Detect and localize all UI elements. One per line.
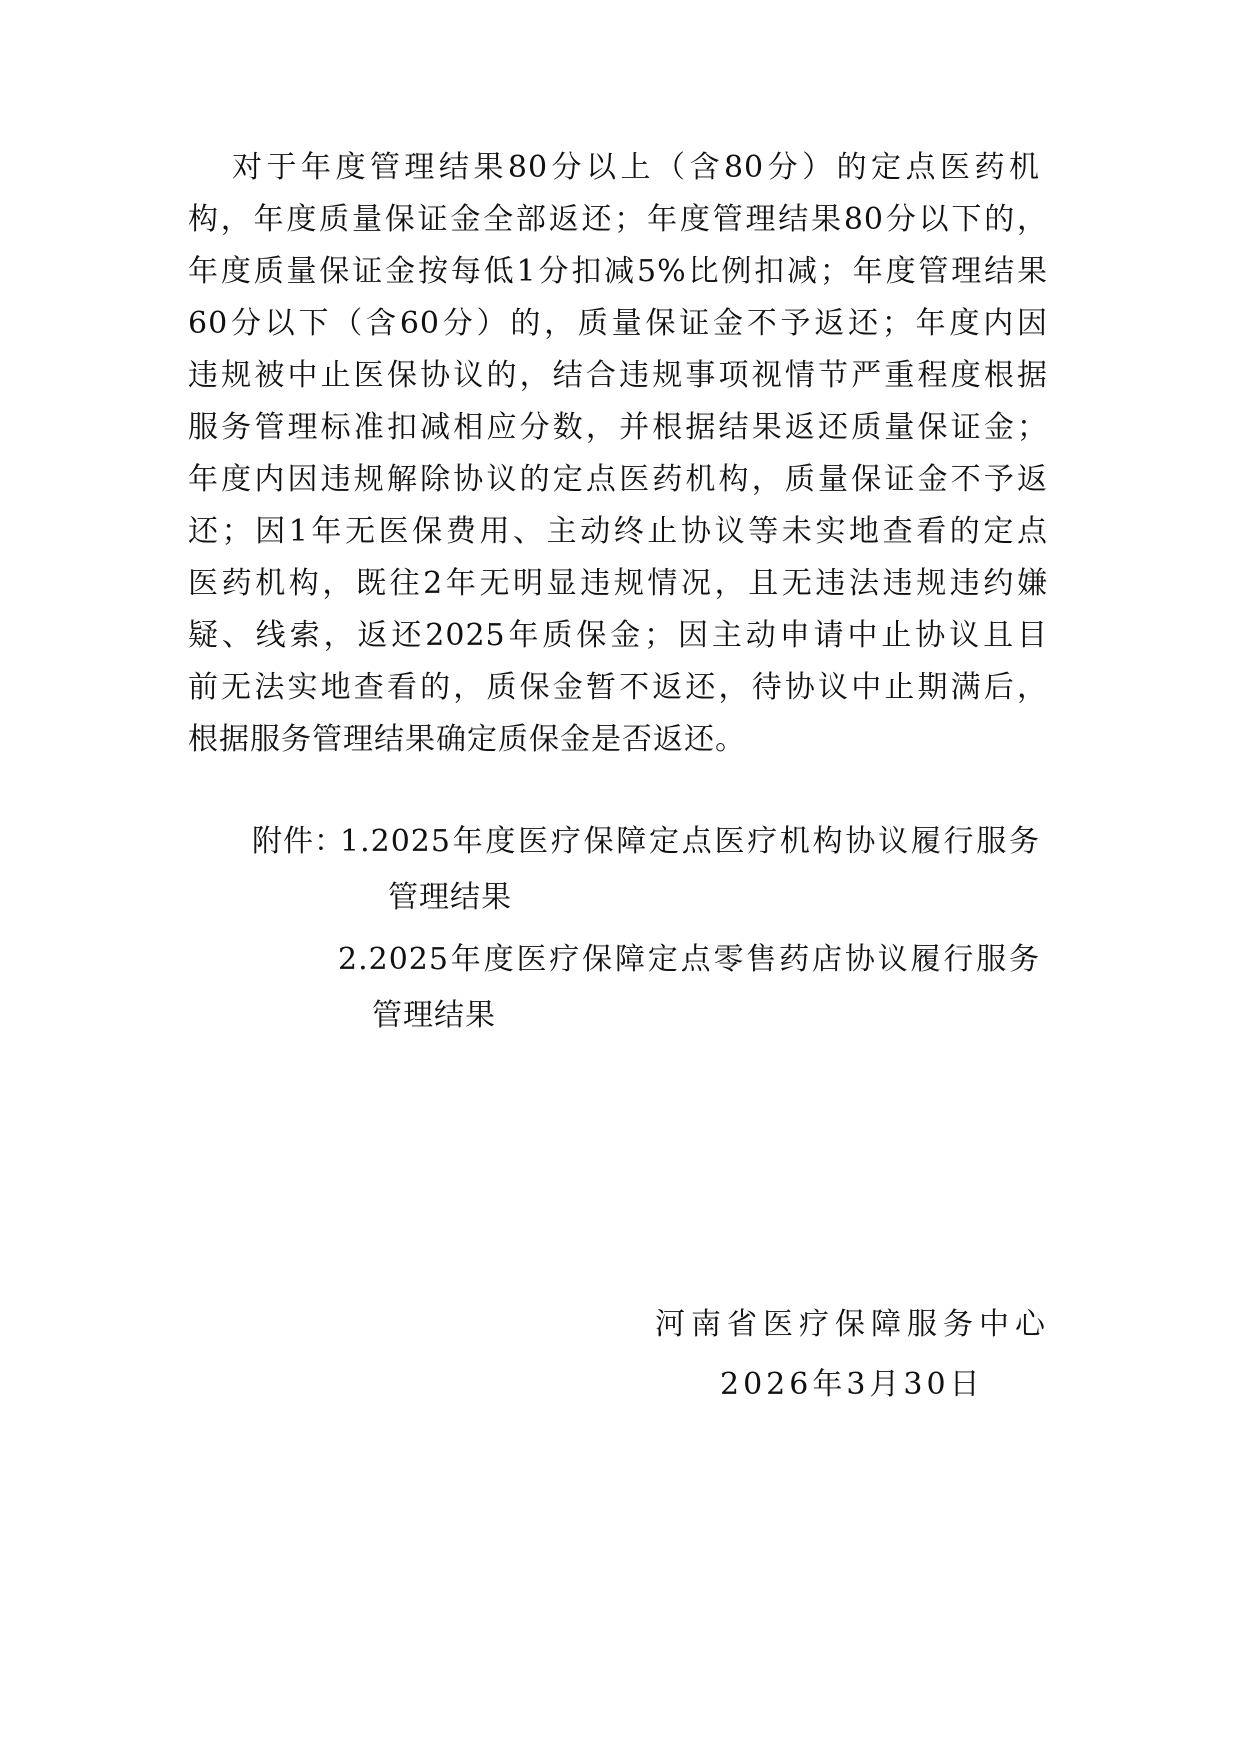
paragraph-line-5: 违规被中止医保协议的，结合违规事项视情节严重程度根据 (188, 358, 1048, 393)
attachment-1-line-1: 1.2025年度医疗保障定点医疗机构协议履行服务 (340, 824, 1040, 859)
paragraph-line-12: 根据服务管理结果确定质保金是否返还。 (188, 722, 746, 757)
attachment-2-line-2: 管理结果 (372, 998, 496, 1033)
paragraph-line-10: 疑、线索，返还2025年质保金；因主动申请中止协议且目 (188, 618, 1048, 653)
paragraph-line-1: 对于年度管理结果80分以上（含80分）的定点医药机 (232, 150, 1040, 185)
paragraph-line-2: 构，年度质量保证金全部返还；年度管理结果80分以下的， (188, 202, 1048, 237)
paragraph-line-7: 年度内因违规解除协议的定点医药机构，质量保证金不予返 (188, 462, 1048, 497)
attachments-label: 附件： (252, 824, 345, 859)
paragraph-line-8: 还；因1年无医保费用、主动终止协议等未实地查看的定点 (188, 514, 1048, 549)
paragraph-line-6: 服务管理标准扣减相应分数，并根据结果返还质量保证金； (188, 410, 1048, 445)
signature-organization: 河南省医疗保障服务中心 (655, 1307, 1051, 1342)
paragraph-line-11: 前无法实地查看的，质保金暂不返还，待协议中止期满后， (188, 670, 1048, 705)
attachment-1-line-2: 管理结果 (388, 880, 512, 915)
paragraph-line-4: 60分以下（含60分）的，质量保证金不予返还；年度内因 (188, 306, 1048, 341)
signature-date: 2026年3月30日 (720, 1367, 984, 1402)
paragraph-line-9: 医药机构，既往2年无明显违规情况，且无违法违规违约嫌 (188, 566, 1048, 601)
attachment-2-line-1: 2.2025年度医疗保障定点零售药店协议履行服务 (338, 942, 1040, 977)
paragraph-line-3: 年度质量保证金按每低1分扣减5%比例扣减；年度管理结果 (188, 254, 1048, 289)
